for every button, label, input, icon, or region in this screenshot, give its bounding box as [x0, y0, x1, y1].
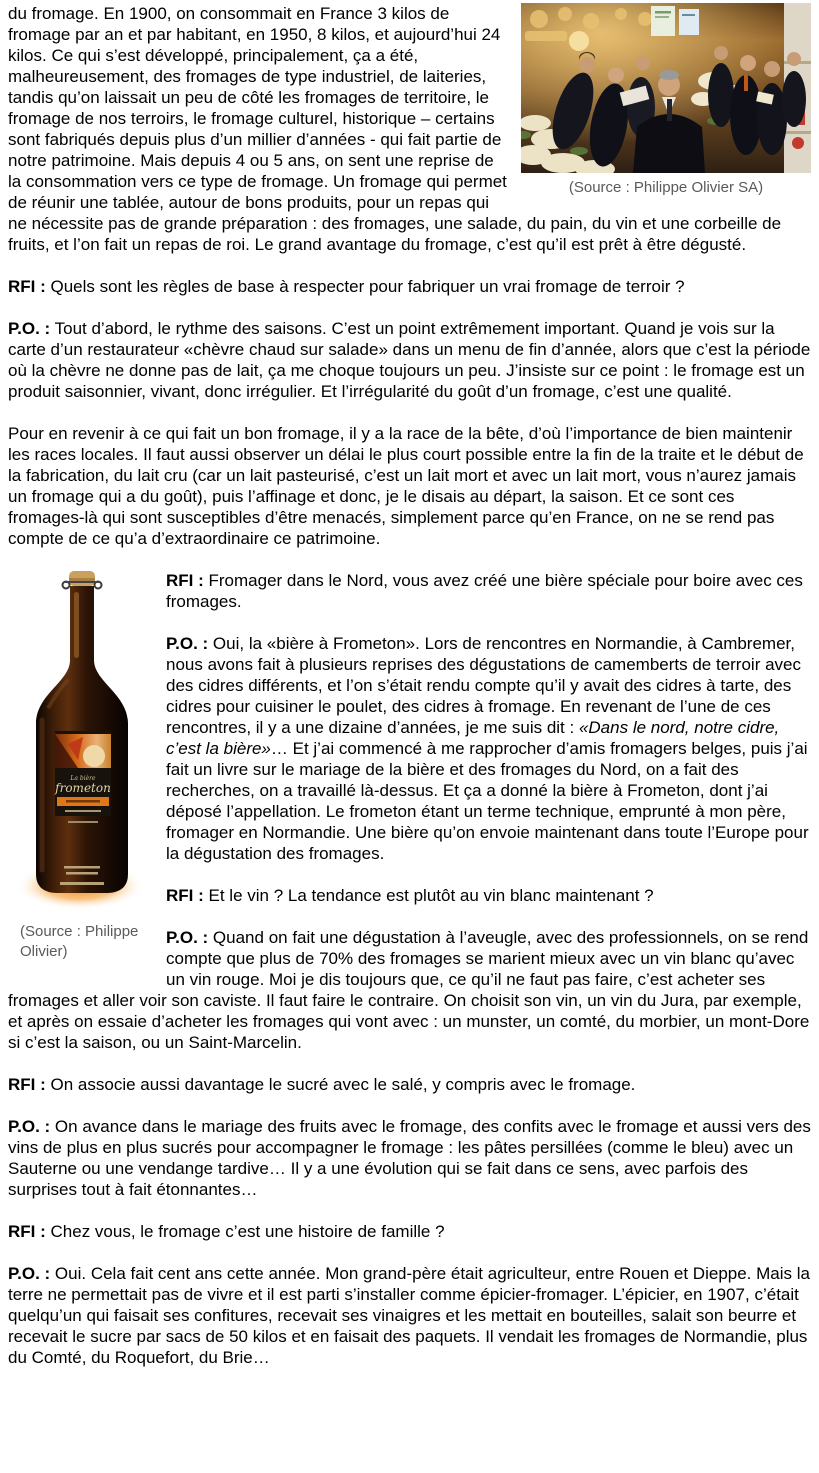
answer-text: On avance dans le mariage des fruits avec le fromage, des confits avec le fromage et aussi vers des vins de plus en plus sucrés pour accompagner le fromage : les pâtes persillées (comme le bleu) avec un Sauterne ou une vendange tardive… Il y a une évolution qui se fait dans ce sens, avec parfois des surprises tout à fait étonnantes… — [8, 1117, 811, 1199]
cheese-shop-photo — [521, 3, 811, 173]
question-text: Et le vin ? La tendance est plutôt au vin blanc maintenant ? — [203, 886, 654, 905]
question-text: Quels sont les règles de base à respecter pour fabriquer un vrai fromage de terroir ? — [45, 277, 685, 296]
italic-quote: «Dans le nord, notre cidre, c’est la bière» — [166, 718, 780, 758]
beer-bottle-figure — [8, 570, 156, 962]
question-text: Fromager dans le Nord, vous avez créé une bière spéciale pour boire avec ces fromages. — [166, 571, 803, 611]
bottle-label — [54, 731, 111, 823]
interview-question-5 — [8, 1221, 811, 1242]
speaker-label-rfi: RFI : — [166, 571, 204, 590]
question-text: On associe aussi davantage le sucré avec le salé, y compris avec le fromage. — [45, 1075, 636, 1094]
speaker-label-rfi: RFI : — [166, 886, 204, 905]
interview-question-1 — [8, 276, 811, 297]
interview-question-4 — [8, 1074, 811, 1095]
cheese-shop-caption: (Source : Philippe Olivier SA) — [568, 179, 764, 196]
paragraph-text: Pour en revenir à ce qui fait un bon fromage, il y a la race de la bête, d’où l’importance de bien maintenir les races locales. Il faut aussi observer un délai le plus court possible entre la fin de la traite et le début de la fabrication, du lait cru (car un lait pasteurisé, c’est un lait mort et avec un lait mort, vous n’aurez jamais un fromage qui a du goût), puis l’affinage et donc, je le disais au départ, la saison. Et ce sont ces fromages-là qui sont susceptibles d’être menacés, simplement parce qu’en France, on ne se rend pas compte de ce qu’a d’extraordinaire ce patrimoine. — [8, 424, 804, 548]
speaker-label-po: P.O. : — [8, 1264, 51, 1283]
beer-bottle-caption: (Source : Philippe Olivier) — [20, 923, 139, 960]
label-brand-text: frometon — [55, 781, 111, 795]
cork-and-clamp — [63, 571, 102, 589]
answer-text: Quand on fait une dégustation à l’aveugle, avec des professionnels, on se rend compte que plus de 70% des fromages se marient mieux avec un vin blanc qu’avec un vin rouge. Moi je dis toujours que, ce qu’il ne faut pas faire, c’est acheter ses fromages et aller voir son caviste. Il faut faire le contraire. On choisit son vin, un vin du Jura, par exemple, et après on essaie d’acheter les fromages qui vont avec : un munster, un comté, du morbier, un mont-Dore si c’est la saison, ou un Saint-Marcelin. — [8, 928, 810, 1052]
neck-highlight — [74, 592, 79, 658]
cheese-shop-figure — [521, 3, 811, 198]
answer-text-post: … Et j’ai commencé à me rapprocher d’amis fromagers belges, puis j’ai fait un livre sur le mariage de la bière et des fromages du Nord, on a fait des recherches, on a travaillé là-dessus. Et ça a donné la bière à Frometon, dont j’ai déposé l’appellation. Le frometon étant un terme technique, emprunté à mon père, fromager en Normandie. Une bière qu’on envoie maintenant dans toute l’Europe pour la dégustation des fromages. — [166, 739, 809, 863]
speaker-label-rfi: RFI : — [8, 277, 46, 296]
speaker-label-rfi: RFI : — [8, 1075, 46, 1094]
question-text: Chez vous, le fromage c’est une histoire de famille ? — [45, 1222, 445, 1241]
interview-answer-4 — [8, 1116, 811, 1200]
answer-text-pre: Oui, la «bière à Frometon». Lors de rencontres en Normandie, à Cambremer, nous avons fait à plusieurs reprises des dégustations de camemberts de terroir avec des cidres différents, et l’on s’était rendu compte qu’il y avait des cidres à tarte, des cidres pour cuisiner le poulet, des cidres à fromage. En revenant de l’une de ces rencontres, il y a une dizaine d’années, je me suis dit : — [166, 634, 801, 737]
label-line1-text: La bière — [70, 775, 96, 782]
orange-tie — [744, 75, 748, 91]
speaker-label-po: P.O. : — [8, 1117, 51, 1136]
interview-answer-5 — [8, 1263, 811, 1368]
beer-bottle-photo — [8, 570, 156, 917]
tie — [667, 99, 672, 121]
shop-lamp — [569, 31, 589, 51]
paragraph-continuation — [8, 423, 811, 549]
interview-answer-1 — [8, 318, 811, 402]
speaker-label-rfi: RFI : — [8, 1222, 46, 1241]
speaker-label-po: P.O. : — [166, 634, 209, 653]
wall-posters — [651, 6, 699, 36]
speaker-label-po: P.O. : — [8, 319, 51, 338]
speaker-label-po: P.O. : — [166, 928, 209, 947]
paragraph-text: du fromage. En 1900, on consommait en France 3 kilos de fromage par an et par habitant, en 1950, 8 kilos, et aujourd’hui 24 kilos. Ce qui s’est développé, principalement, ça a été, malheureusement, des fromages de type industriel, de laiteries, tandis qu’on laissait un peu de côté les fromages de territoire, le fromage de nos terroirs, le fromage culturel, historique – certains sont fabriqués depuis plus d’un millier d’années - qui fait partie de notre patrimoine. Mais depuis 4 ou 5 ans, on sent une reprise de la consommation vers ce type de fromage. Un fromage qui permet de réunir une tablée, autour de bons produits, pour un repas qui ne nécessite pas de grande préparation : des fromages, une salade, du pain, du vin et une corbeille de fruits, et l’on fait un repas de roi. Le grand avantage du fromage, c’est qu’il est prêt à être dégusté. — [8, 4, 782, 254]
answer-text: Tout d’abord, le rythme des saisons. C’est un point extrêmement important. Quand je vois sur la carte d’un restaurateur «chèvre chaud sur salade» dans un menu de fin d’année, alors que c’est la période où la chèvre ne donne pas de lait, ça me choque toujours un peu. J’insiste sur ce point : le fromage est un produit saisonnier, vivant, donc irrégulier. Et l’irrégularité du goût d’un fromage, c’est une qualité. — [8, 319, 811, 401]
answer-text: Oui. Cela fait cent ans cette année. Mon grand-père était agriculteur, entre Rouen et Dieppe. Mais la terre ne permettait pas de vivre et il est parti s’installer comme épicier-fromager. L’épicier, en 1907, c’était quelqu’un qui faisait ses confitures, recevait ses vinaigres et les mettait en bouteilles, salait son beurre et recevait le sucre par sacs de 50 kilos et en faisait des paquets. Il vendait les fromages de Normandie, plus du Comté, du Roquefort, du Brie… — [8, 1264, 810, 1367]
